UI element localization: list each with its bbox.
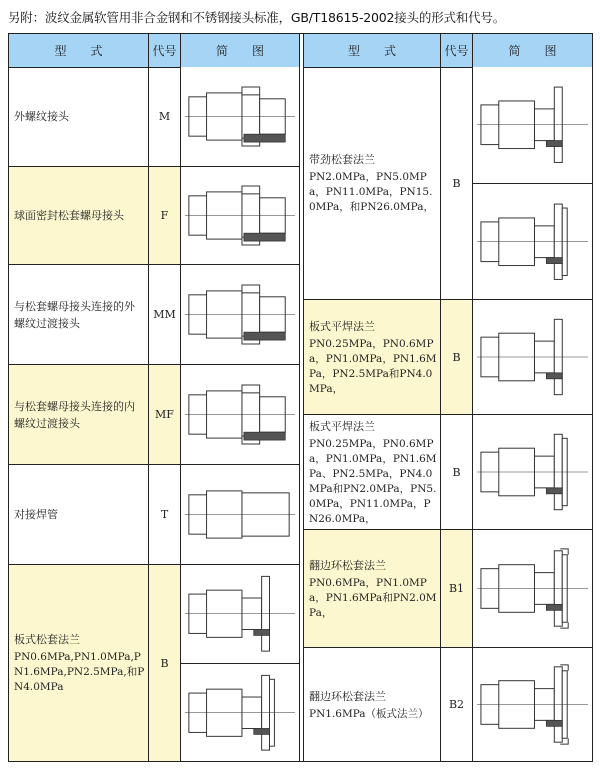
table-row xyxy=(304,67,592,300)
flange-diagram xyxy=(181,565,299,663)
pressure-ratings: PN0.6MPa，PN1.0MPa，PN1.6MPa和PN2.0MPa， xyxy=(309,576,437,619)
fitting-type xyxy=(304,300,441,414)
fitting-name: 板式平焊法兰 xyxy=(309,319,375,333)
header-diagram: 简 图 xyxy=(215,44,264,58)
pressure-ratings: PN2.0MPa，PN5.0MPa，PN11.0MPa，PN15.0MPa，和PN26.0MPa， xyxy=(309,171,435,213)
fitting-type xyxy=(9,67,149,166)
flange-neck-diagram xyxy=(473,183,592,300)
fitting-type xyxy=(304,530,441,647)
swivel-nut-diagram xyxy=(181,167,299,264)
diagram-cell xyxy=(473,530,592,647)
diagram-cell xyxy=(181,265,299,364)
fitting-code: MF xyxy=(149,365,181,464)
flange-diagram xyxy=(473,300,592,414)
header-code: 代号 xyxy=(441,34,473,67)
fitting-type xyxy=(304,67,441,299)
table-row xyxy=(9,67,299,167)
diagram-cell xyxy=(181,365,299,464)
header-code: 代号 xyxy=(149,34,181,67)
female-adapter-diagram xyxy=(181,365,299,464)
male-thread-diagram xyxy=(181,67,299,166)
table-right-half xyxy=(303,34,592,761)
diagram-cell xyxy=(473,648,592,761)
diagram-cell xyxy=(181,565,299,761)
flange-loose-diagram xyxy=(181,663,299,762)
fitting-code: B1 xyxy=(441,530,473,647)
table-row xyxy=(304,648,592,761)
fitting-name: 球面密封松套螺母接头 xyxy=(14,209,124,222)
fitting-type xyxy=(304,648,441,761)
fitting-type xyxy=(9,167,149,264)
table-header xyxy=(304,34,592,68)
pressure-ratings: PN0.25MPa，PN0.6MPa，PN1.0MPa，PN1.6MPa，PN2.5MPa和PN4.0MPa， xyxy=(309,337,437,395)
fitting-code: F xyxy=(149,167,181,264)
pressure-ratings: PN0.25MPa，PN0.6MPa，PN1.0MPa，PN1.6MPa、PN2.5MPa，PN4.0MPa和PN2.0MPa，PN5.0MPa，PN11.0MPa，PN26.0MPa， xyxy=(309,437,437,525)
table-row xyxy=(304,415,592,530)
fitting-name: 与松套螺母接头连接的内螺纹过渡接头 xyxy=(14,399,135,430)
fitting-code: B2 xyxy=(441,648,473,761)
table-row xyxy=(304,530,592,648)
fitting-name: 对接焊管 xyxy=(14,508,58,521)
fitting-type xyxy=(9,565,149,761)
fitting-type xyxy=(9,265,149,364)
diagram-cell xyxy=(181,67,299,166)
table-row xyxy=(9,265,299,365)
fitting-name: 板式平焊法兰 xyxy=(309,419,375,433)
fitting-type xyxy=(304,415,441,529)
fitting-name: 板式松套法兰 xyxy=(14,633,80,646)
table-row xyxy=(9,167,299,265)
fitting-table xyxy=(8,33,593,762)
fitting-name: 翻边环松套法兰 xyxy=(309,558,386,572)
diagram-cell xyxy=(473,67,592,299)
diagram-cell xyxy=(181,167,299,264)
header-diagram: 简 图 xyxy=(508,44,557,58)
fitting-name: 与松套螺母接头连接的外螺纹过渡接头 xyxy=(14,299,135,330)
page-title: 另附：波纹金属软管用非合金钢和不锈钢接头标准，GB/T18615-2002接头的形式和代号。 xyxy=(8,10,505,25)
table-header xyxy=(9,34,299,68)
fitting-code: B xyxy=(441,67,473,299)
fitting-code: B xyxy=(441,415,473,529)
pressure-ratings: PN0.6MPa,PN1.0MPa,PN1.6MPa,PN2.5MPa,和PN4.0MPa xyxy=(14,651,145,693)
fitting-type xyxy=(9,465,149,564)
fitting-code: T xyxy=(149,465,181,564)
flange-diagram xyxy=(473,67,592,183)
table-row xyxy=(304,300,592,415)
fitting-code: MM xyxy=(149,265,181,364)
weld-pipe-diagram xyxy=(181,465,299,564)
fitting-type xyxy=(9,365,149,464)
flange-lap-plate-diagram xyxy=(473,648,592,761)
diagram-cell xyxy=(473,415,592,529)
header-type: 型 式 xyxy=(304,34,441,67)
pressure-ratings: PN1.6MPa（板式法兰） xyxy=(309,707,429,720)
diagram-cell xyxy=(181,465,299,564)
table-row xyxy=(9,365,299,465)
flange-lap-diagram xyxy=(473,530,592,647)
fitting-name: 翻边环松套法兰 xyxy=(309,689,386,703)
header-type: 型 式 xyxy=(9,34,149,67)
fitting-name: 外螺纹接头 xyxy=(14,110,69,123)
diagram-cell xyxy=(473,300,592,414)
table-left-half xyxy=(9,34,300,761)
table-row xyxy=(9,565,299,761)
fitting-code: B xyxy=(149,565,181,761)
fitting-name: 带劲松套法兰 xyxy=(309,153,375,166)
fitting-code: B xyxy=(441,300,473,414)
flange-neck-diagram xyxy=(473,415,592,529)
table-row xyxy=(9,465,299,565)
male-adapter-diagram xyxy=(181,265,299,364)
fitting-code: M xyxy=(149,67,181,166)
